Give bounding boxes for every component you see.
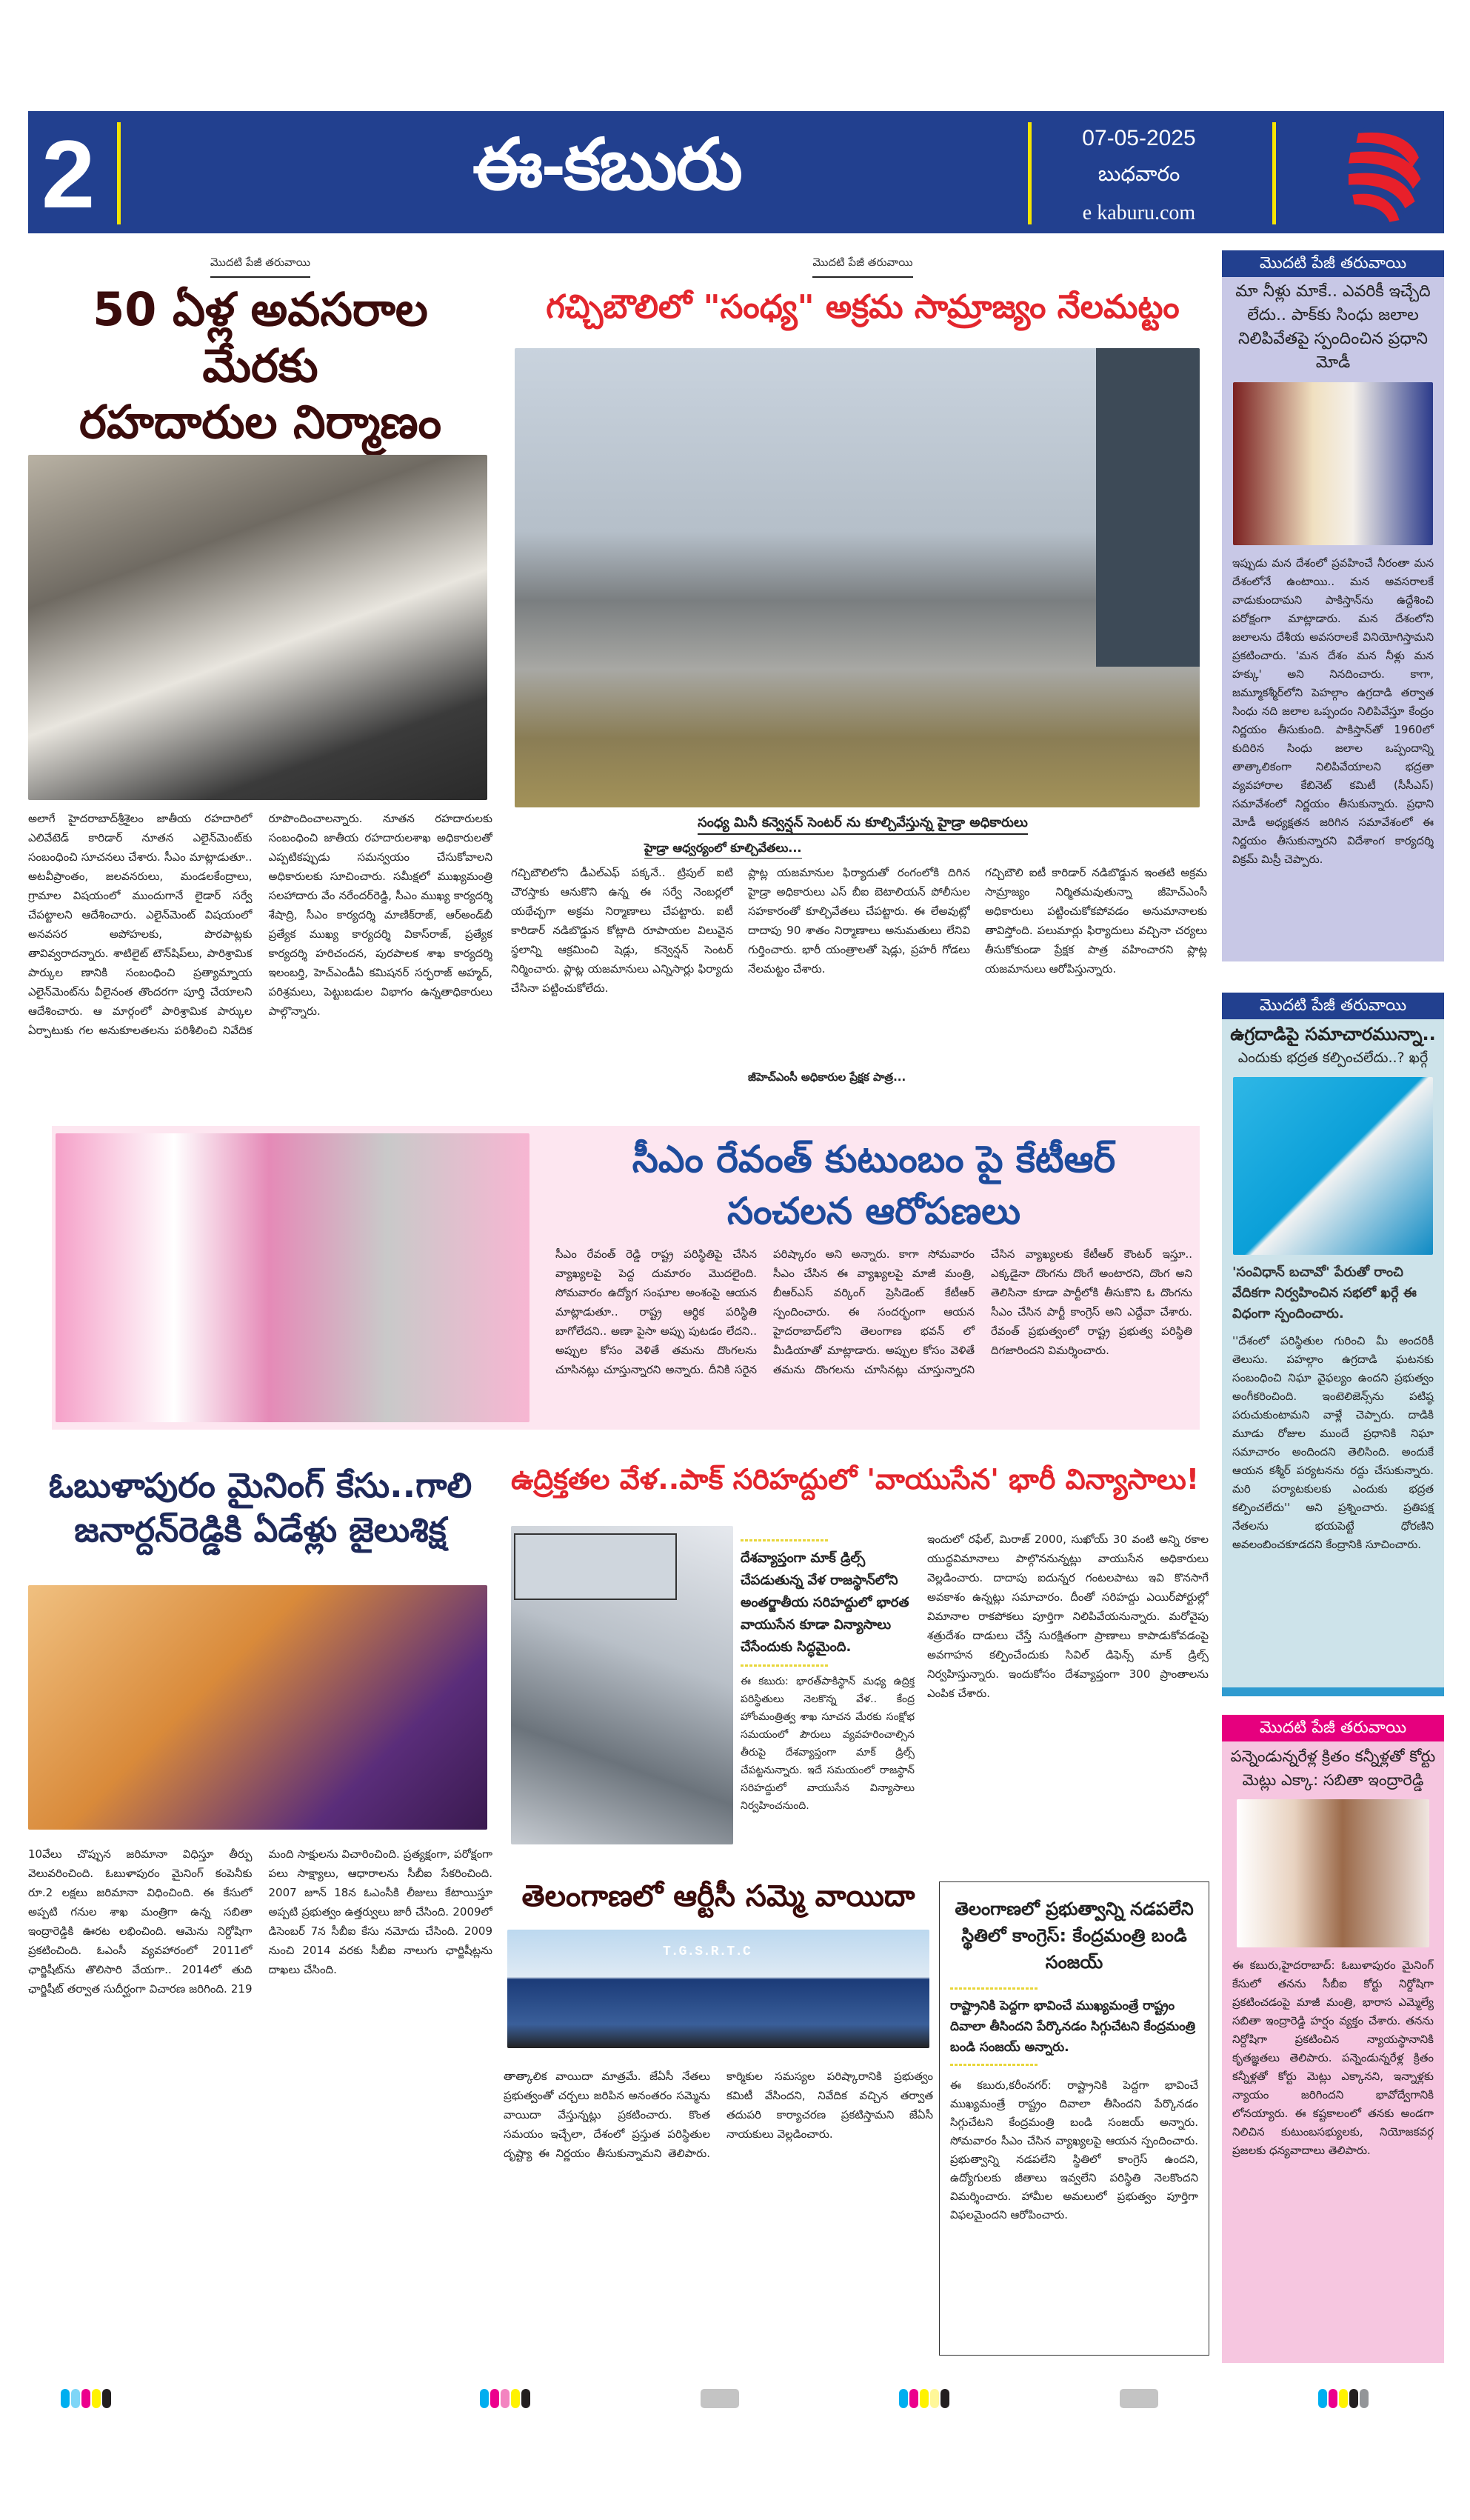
subhead: హైడ్రా ఆధ్వర్యంలో కూల్చివేతలు... [644, 841, 802, 859]
section-kicker: మొదటి పేజీ తరువాయి [511, 256, 1215, 278]
divider [1272, 122, 1276, 224]
photo-modi [1233, 382, 1433, 545]
side-headline: ఉగ్రదాడిపై సమాచారమున్నా.. ఎందుకు భద్రత కల్పించలేదు..? ఖర్గే [1230, 1024, 1436, 1066]
article-body-ktr: సీఎం రేవంత్ రెడ్డి రాష్ట్ర పరిస్థితిపై చేసిన వ్యాఖ్యలపై పెద్ద దుమారం మొదలైంది. సోమవారం ఉద్యోగ సంఘాల అంశంపై ఆయన మాట్లాడుతూ.. రాష్ట్ర ఆర్థిక పరిస్థితి బాగోలేదని.. అణా పైసా అప్పు పుటడం లేదని.. అప్పుల కోసం వెళితే తమను దొంగలను చూసినట్లు చూస్తున్నారని అన్నారు. దీనికి సరైన పరిష్కారం అని అన్నారు. కాగా సోమవారం సీఎం చేసిన ఈ వ్యాఖ్యలపై మాజీ మంత్రి, బీఆర్ఎస్ వర్కింగ్ ప్రెసిడెంట్ కేటీఆర్ స్పందించారు. ఈ సందర్భంగా ఆయన హైదరాబాద్‌లోని తెలంగాణ భవన్ లో మీడియాతో మాట్లాడారు. అప్పుల కోసం వెళితే తమను దొంగలను చూసినట్లు చూస్తున్నారని చేసిన వ్యాఖ్యలకు కేటీఆర్ కౌంటర్ ఇస్తూ.. ఎక్కడైనా దొంగను దొంగే అంటారని, దొంగ అని తెలిసినా కూడా పార్టీలోకి తీసుకొని ఓ దొంగను సీఎం చేసిన పార్టీ కాంగ్రెస్ అని ఎద్దేవా చేశారు. రేవంత్ ప్రభుత్వంలో రాష్ట్ర ప్రభుత్వ పరిస్థితి దిగజారిందని విమర్శించారు. [555, 1247, 1192, 1376]
decor-dots [741, 1664, 829, 1667]
date: 07-05-2025 [1082, 126, 1196, 150]
side-headline: మా నీళ్లు మాకే.. ఎవరికీ ఇచ్చేది లేదు.. పాక్‌కు సింధు జలాల నిలిపివేతపై స్పందించిన ప్రధాని మోడీ [1235, 282, 1431, 372]
side-headline: పన్నెండున్నరేళ్ల క్రితం కన్నీళ్లతో కోర్టు మెట్లు ఎక్కా: సబితా ఇంద్రారెడ్డి [1230, 1747, 1436, 1789]
side-article-modi [1222, 250, 1444, 961]
decor-dots [950, 1987, 1039, 1990]
article-body-iaf-2: ఇందులో రఫేల్, మిరాజ్ 2000, సుఖోయ్ 30 వంటి అన్ని రకాల యుద్ధవిమానాలు పాల్గొననున్నట్లు వాయుసేన అధికారులు వెల్లడించారు. దాదాపు ఐదున్నర గంటలపాటు ఇవి కొనసాగే అవకాశం ఉన్నట్లు సమాచారం. దీంతో సరిహద్దు ఎయిర్‌పోర్టుల్లో విమానాల రాకపోకలు పూర్తిగా నిలిపివేయనున్నారు. మరోవైపు శత్రుదేశం దాడులు చేస్తే సురక్షితంగా ప్రాణాలు కాపాడుకోవడంపై అవగాహన కల్పించేందుకు సివిల్ డిఫెన్స్ మాక్ డ్రిల్స్ నిర్వహిస్తున్నారు. ఇందుకోసం దేశవ్యాప్తంగా 300 ప్రాంతాలను ఎంపిక చేశారు. [927, 1533, 1209, 1700]
photo-tgsrtc-buses [507, 1930, 929, 2048]
photo-janardhan-reddy [28, 1585, 487, 1830]
article-body-bandi: ఈ కబురు,కరీంనగర్: రాష్ట్రానికి పెద్దగా భావించే ముఖ్యమంత్రే రాష్ట్రం దివాలా తీసిందని పేర్కొనడం సిగ్గుచేటని కేంద్రమంత్రి బండి సంజయ్ అన్నారు. సోమవారం సీఎం చేసిన వ్యాఖ్యలపై ఆయన స్పందించారు. ప్రభుత్వాన్ని నడపలేని స్థితిలో కాంగ్రెస్ ఉందని, ఉద్యోగులకు జీతాలు ఇవ్వలేని పరిస్థితి నెలకొందని విమర్శించారు. హామీల అమలులో ప్రభుత్వం పూర్తిగా విఫలమైందని ఆరోపించారు. [950, 2079, 1198, 2221]
brand-title: ఈ-కబురు [472, 125, 741, 204]
headline-rtc: తెలంగాణలో ఆర్టీసీ సమ్మె వాయిదా [521, 1879, 915, 1913]
weekday: బుధవారం [1098, 161, 1180, 186]
divider [1028, 122, 1032, 224]
article-body-iaf-1: ఈ కబురు: భారత్‌పాకిస్థాన్ మధ్య ఉద్రిక్త పరిస్థితులు నెలకొన్న వేళ.. కేంద్ర హోంమంత్రిత్వ శాఖ సూచన మేరకు సంక్షోభ సమయంలో పౌరులు వ్యవహరించాల్సిన తీరుపై దేశవ్యాప్తంగా మాక్ డ్రిల్స్ చేపట్టనున్నారు. ఇదే సమయంలో రాజస్థాన్ సరిహద్దులో వాయుసేన విన్యాసాలు నిర్వహించనుంది. [741, 1676, 915, 1812]
photo-fighter-jet [511, 1526, 733, 1844]
article-body-roads: అలాగే హైదరాబాద్‌శ్రీశైలం జాతీయ రహదారిలో ఎలివేటెడ్ కారిడార్ నూతన ఎలైన్‌మెంట్‌కు సంబంధించి సూచనలు చేశారు. సీఎం మాట్లాడుతూ.. అటవీప్రాంతం, జలవనరులు, మండలకేంద్రాలు, గ్రామాల విషయంలో ముందుగానే లైడార్ సర్వే చేపట్టాలని ఆదేశించారు. ఎలైన్‌మెంట్ విషయంలో అనవసర అపోహలకు, పొరపాట్లకు తావివ్వరాదన్నారు. శాటిలైట్ టౌన్‌షిప్‌లు, పారిశ్రామిక పార్కుల ణానికి సంబంధించి ప్రత్యామ్నాయ ఎలైన్‌మెంట్‌ను వీలైనంత తొందరగా పూర్తి చేయాలని ఆదేశించారు. ఆ మార్గంలో పారిశ్రామిక పార్కుల ఏర్పాటుకు గల అనుకూలతలను పరిశీలించి నివేదిక రూపొందించాలన్నారు. నూతన రహదారులకు సంబంధించి జాతీయ రహదారులశాఖ అధికారులతో ఎప్పటికప్పుడు సమన్వయం చేసుకోవాలని అధికారులకు సూచించారు. సమీక్షలో ముఖ్యమంత్రి సలహాదారు వేం నరేందర్‌రెడ్డి, సీఎం ముఖ్య కార్యదర్శి శేషాద్రి, సీఎం కార్యదర్శి మాణిక్‌రాజ్, ఆర్‌అండ్‌బీ ప్రత్యేక ముఖ్య కార్యదర్శి వికాస్‌రాజ్, ప్రత్యేక కార్యదర్శి హరిచందన, పురపాలక శాఖ కార్యదర్శి ఇలంబర్తి, హెచ్ఎండీఏ కమిషనర్ సర్ఫరాజ్ అహ్మద్, పరిశ్రమలు, పెట్టుబడుల విభాగం ఉన్నతాధికారులు పాల్గొన్నారు. [28, 812, 492, 1037]
headline-roads: 50 ఏళ్ల అవసరాల మేరకు రహదారుల నిర్మాణం [78, 282, 442, 449]
article-body-sandhya-3: గచ్చిబౌలి ఐటీ కారిడార్ నడిబొడ్డున ఇంతటి అక్రమ సామ్రాజ్యం నిర్మితమవుతున్నా జీహెచ్ఎంసీ అధికారులు పట్టించుకోకపోవడం అనుమానాలకు తావిస్తోంది. పలుమార్లు ఫిర్యాదులు వచ్చినా చర్యలు తీసుకోకుండా ప్రేక్షక పాత్ర వహించారని ప్లాట్ల యజమానులు ఆరోపిస్తున్నారు. [985, 866, 1207, 976]
bus-destination-board: T.G.S.R.T.C [663, 1944, 751, 1959]
bandi-lead: రాష్ట్రానికి పెద్దగా భావించే ముఖ్యమంత్రే రాష్ట్రం దివాలా తీసిందని పేర్కొనడం సిగ్గుచేటని కేంద్రమంత్రి బండి సంజయ్ అన్నారు. [950, 1999, 1195, 2055]
side-kicker: మొదటి పేజీ తరువాయి [1222, 993, 1444, 1019]
building-shape [1096, 348, 1200, 667]
color-registration-marks [899, 2389, 949, 2408]
iaf-lead: దేశవ్యాప్తంగా మాక్ డ్రిల్స్ చేపడుతున్న వేళ రాజస్థాన్‌లోని అంతర్జాతీయ సరిహద్దులో భారత వాయుసేన కూడా విన్యాసాలు చేసేందుకు సిద్ధమైంది. [741, 1550, 909, 1655]
side-article-sabitha [1222, 1715, 1444, 2363]
headline-ktr: సీఎం రేవంత్ కుటుంబం పై కేటీఆర్ సంచలన ఆరోపణలు [632, 1138, 1116, 1233]
side-article-kharge [1222, 993, 1444, 1696]
photo-ktr-press-meet [56, 1133, 529, 1422]
section-kicker: మొదటి పేజీ తరువాయి [28, 256, 492, 278]
article-body-sandhya-2: ప్లాట్ల యజమానుల ఫిర్యాదుతో రంగంలోకి దిగిన హైడ్రా అధికారులు ఎస్ బీఐ బెటాలియన్ పోలీసుల సహకారంతో కూల్చివేతలు చేపట్టారు. ఈ లేఅవుట్లో దాదాపు 90 శాతం నిర్మాణాలు అనుమతులు లేనివి గుర్తించారు. భారీ యంత్రాలతో షెడ్లు, ప్రహరీ గోడలు నేలమట్టం చేశారు. [748, 866, 970, 976]
side-body: ఈ కబురు,హైదరాబాద్: ఓబుళాపురం మైనింగ్ కేసులో తనను సీబీఐ కోర్టు నిర్దోషిగా ప్రకటించడంపై మాజీ మంత్రి, భారాస ఎమ్మెల్యే సబితా ఇంద్రారెడ్డి హర్షం వ్యక్తం చేశారు. తనను నిర్దోషిగా ప్రకటించిన న్యాయస్థానానికి కృతజ్ఞతలు తెలిపారు. పన్నెండున్నరేళ్ల క్రితం కన్నీళ్లతో కోర్టు మెట్లు ఎక్కానని, ఇన్నాళ్లకు న్యాయం జరిగిందని భావోద్వేగానికి లోనయ్యారు. ఈ కష్టకాలంలో తనకు అండగా నిలిచిన కుటుంబసభ్యులకు, నియోజకవర్గ ప్రజలకు ధన్యవాదాలు తెలిపారు. [1232, 1959, 1434, 2157]
side-kicker: మొదటి పేజీ తరువాయి [1222, 250, 1444, 277]
roads-article-top [28, 281, 492, 800]
inset-photo-jet [514, 1533, 677, 1600]
article-body-sandhya-1: గచ్చిబౌలిలోని డీఎల్ఎఫ్ పక్కనే.. ట్రిపుల్ ఐటి చౌరస్తాకు ఆనుకొని ఉన్న ఈ సర్వే నెంబర్లలో యథేచ్ఛగా అక్రమ నిర్మాణాలు చేపట్టారు. ఐటీ కారిడార్ నడిబొడ్డున కోట్లాది రూపాయల విలువైన స్థలాన్ని ఆక్రమించి షెడ్లు, కన్వెన్షన్ సెంటర్ నిర్మించారు. ప్లాట్ల యజమానులు ఎన్నిసార్లు ఫిర్యాదు చేసినా పట్టించుకోలేదు. [511, 866, 733, 995]
grey-patch [701, 2389, 739, 2408]
iaf-lead-block [741, 1533, 915, 1821]
masthead [28, 111, 1444, 233]
photo-kharge [1233, 1077, 1433, 1255]
headline-iaf: ఉద్రిక్తతల వేళ..పాక్ సరిహద్దులో 'వాయుసేన' భారీ విన్యాసాలు! [511, 1463, 1200, 1496]
photo-cm-review-meeting [28, 455, 487, 800]
color-registration-marks [61, 2389, 111, 2408]
divider [117, 122, 121, 224]
website[interactable]: e kaburu.com [1082, 201, 1196, 224]
page-number: 2 [41, 120, 96, 228]
headline-obulapuram: ఓబుళాపురం మైనింగ్ కేసు..గాలి జనార్దన్‌రెడ్డికి ఏడేళ్లు జైలుశిక్ష [48, 1465, 472, 1550]
brand-logo-icon [1328, 119, 1428, 226]
decor-dots [950, 2064, 1039, 2066]
footer-bar [1222, 1687, 1444, 1696]
ktr-article [52, 1126, 1200, 1430]
side-body: ''దేశంలో పరిస్థితుల గురించి మీ అందరికీ తెలుసు. పహల్గాం ఉగ్రదాడి ఘటనకు సంబంధించి నిఘా వైఫల్యం ఉందని ప్రభుత్వం అంగీకరించింది. ఇంటెలిజెన్స్‌ను పటిష్ఠ పరుచుకుంటామని వాళ్లే చెప్పారు. దాడికి మూడు రోజుల ముందే ప్రధానికి నిఘా సమాచారం అందిందని తెలిసింది. అందుకే ఆయన కశ్మీర్ పర్యటనను రద్దు చేసుకున్నారు. మరి పర్యాటకులకు ఎందుకు భద్రత కల్పించలేదు'' అని ప్రశ్నించారు. ప్రతిపక్ష నేతలను భయపెట్టే ధోరణిని అవలంబించకూడదని కేంద్రానికి సూచించారు. [1232, 1334, 1434, 1551]
article-body-rtc: తాత్కాలిక వాయిదా మాత్రమే. జేఏసీ నేతలు ప్రభుత్వంతో చర్చలు జరిపిన అనంతరం సమ్మెను వాయిదా వేస్తున్నట్లు ప్రకటించారు. కొంత సమయం ఇచ్చేలా, దేశంలో ప్రస్తుత పరిస్థితుల దృష్ట్యా ఈ నిర్ణయం తీసుకున్నామని తెలిపారు. కార్మికుల సమస్యల పరిష్కారానికి ప్రభుత్వం కమిటీ వేసిందని, నివేదిక వచ్చిన తర్వాత తదుపరి కార్యాచరణ ప్రకటిస్తామని జేఏసీ నాయకులు వెల్లడించారు. [504, 2070, 933, 2160]
subhead: జీహెచ్ఎంసీ అధికారుల ప్రేక్షక పాత్ర... [748, 1070, 906, 1084]
headline-bandi: తెలంగాణలో ప్రభుత్వాన్ని నడపలేని స్థితిలో కాంగ్రెస్: కేంద్రమంత్రి బండి సంజయ్ [955, 1899, 1194, 1973]
photo-demolition-site [515, 348, 1200, 807]
headline-sandhya: గచ్చిబౌలిలో "సంధ్య" అక్రమ సామ్రాజ్యం నేలమట్టం [546, 288, 1180, 326]
side-body: ఇప్పుడు మన దేశంలో ప్రవహించే నీరంతా మన దేశంలోనే ఉంటాయి.. మన అవసరాలకే వాడుకుందామని పాకిస్తాన్‌ను ఉద్దేశించి పరోక్షంగా మాట్లాడారు. మన దేశంలోని జలాలను దేశీయ అవసరాలకే వినియోగిస్తామని ప్రకటించారు. 'మన దేశం మన నీళ్లు మన హక్కు' అని నినదించారు. కాగా, జమ్మూకశ్మీర్‌లోని పెహల్గాం ఉగ్రదాడి తర్వాత సింధు నది జలాల ఒప్పందం నిలిపివేస్తూ కేంద్రం నిర్ణయం తీసుకుంది. పాకిస్తాన్‌తో 1960లో కుదిరిన సింధు జలాల ఒప్పందాన్ని తాత్కాలికంగా నిలిపివేయాలని భద్రతా వ్యవహారాల కేబినెట్ కమిటీ (సీసీఎస్) సమావేశంలో నిర్ణయం తీసుకున్నారు. ప్రధాని మోడీ అధ్యక్షతన జరిగిన సమావేశంలో ఈ నిర్ణయం తీసుకున్నారని విదేశాంగ కార్యదర్శి విక్రమ్ మిస్రీ చెప్పారు. [1232, 556, 1434, 866]
side-kicker: మొదటి పేజీ తరువాయి [1222, 1715, 1444, 1741]
color-registration-marks [480, 2389, 530, 2408]
decor-dots [741, 1539, 829, 1541]
side-lead: 'సంవిధాన్ బచావో' పేరుతో రాంచి వేదికగా నిర్వహించిన సభలో ఖర్గే ఈ విధంగా స్పందించారు. [1232, 1264, 1417, 1321]
grey-patch [1120, 2389, 1158, 2408]
bandi-sanjay-article [939, 1881, 1209, 2356]
article-body-obulapuram: 10వేలు చొప్పున జరిమానా విధిస్తూ తీర్పు వెలువరించింది. ఓబుళాపురం మైనింగ్ కంపెనీకు రూ.2 లక్షలు జరిమానా విధించింది. ఈ కేసులో అప్పటి గనుల శాఖ మంత్రిగా ఉన్న సబితా ఇంద్రారెడ్డికి ఊరట లభించింది. ఆమెను నిర్దోషిగా ప్రకటించింది. ఓఎంసీ వ్యవహారంలో 2011లో ఛార్జిషీట్‌ను తొలిసారి వేయగా.. 2014లో తుది ఛార్జిషీట్ తర్వాత సుదీర్ఘంగా విచారణ జరిగింది. 219 మంది సాక్షులను విచారించింది. ప్రత్యక్షంగా, పరోక్షంగా పలు సాక్ష్యాలు, ఆధారాలను సీబీఐ సేకరించింది. 2007 జూన్ 18న ఓఎంసీకి లీజులు కేటాయిస్తూ అప్పటి ప్రభుత్వం ఉత్తర్వులు జారీ చేసింది. 2009లో డిసెంబర్ 7న సీబీఐ కేసు నమోదు చేసింది. 2009 నుంచి 2014 వరకు సీబీఐ నాలుగు ఛార్జిషీట్లను దాఖలు చేసింది. [28, 1847, 492, 1996]
color-registration-marks [1318, 2389, 1369, 2408]
photo-sabitha [1237, 1799, 1429, 1947]
photo-caption: సంధ్య మినీ కన్వెన్షన్ సెంటర్ ను కూల్చివేస్తున్న హైడ్రా అధికారులు [511, 815, 1215, 833]
date-block [1065, 126, 1213, 225]
